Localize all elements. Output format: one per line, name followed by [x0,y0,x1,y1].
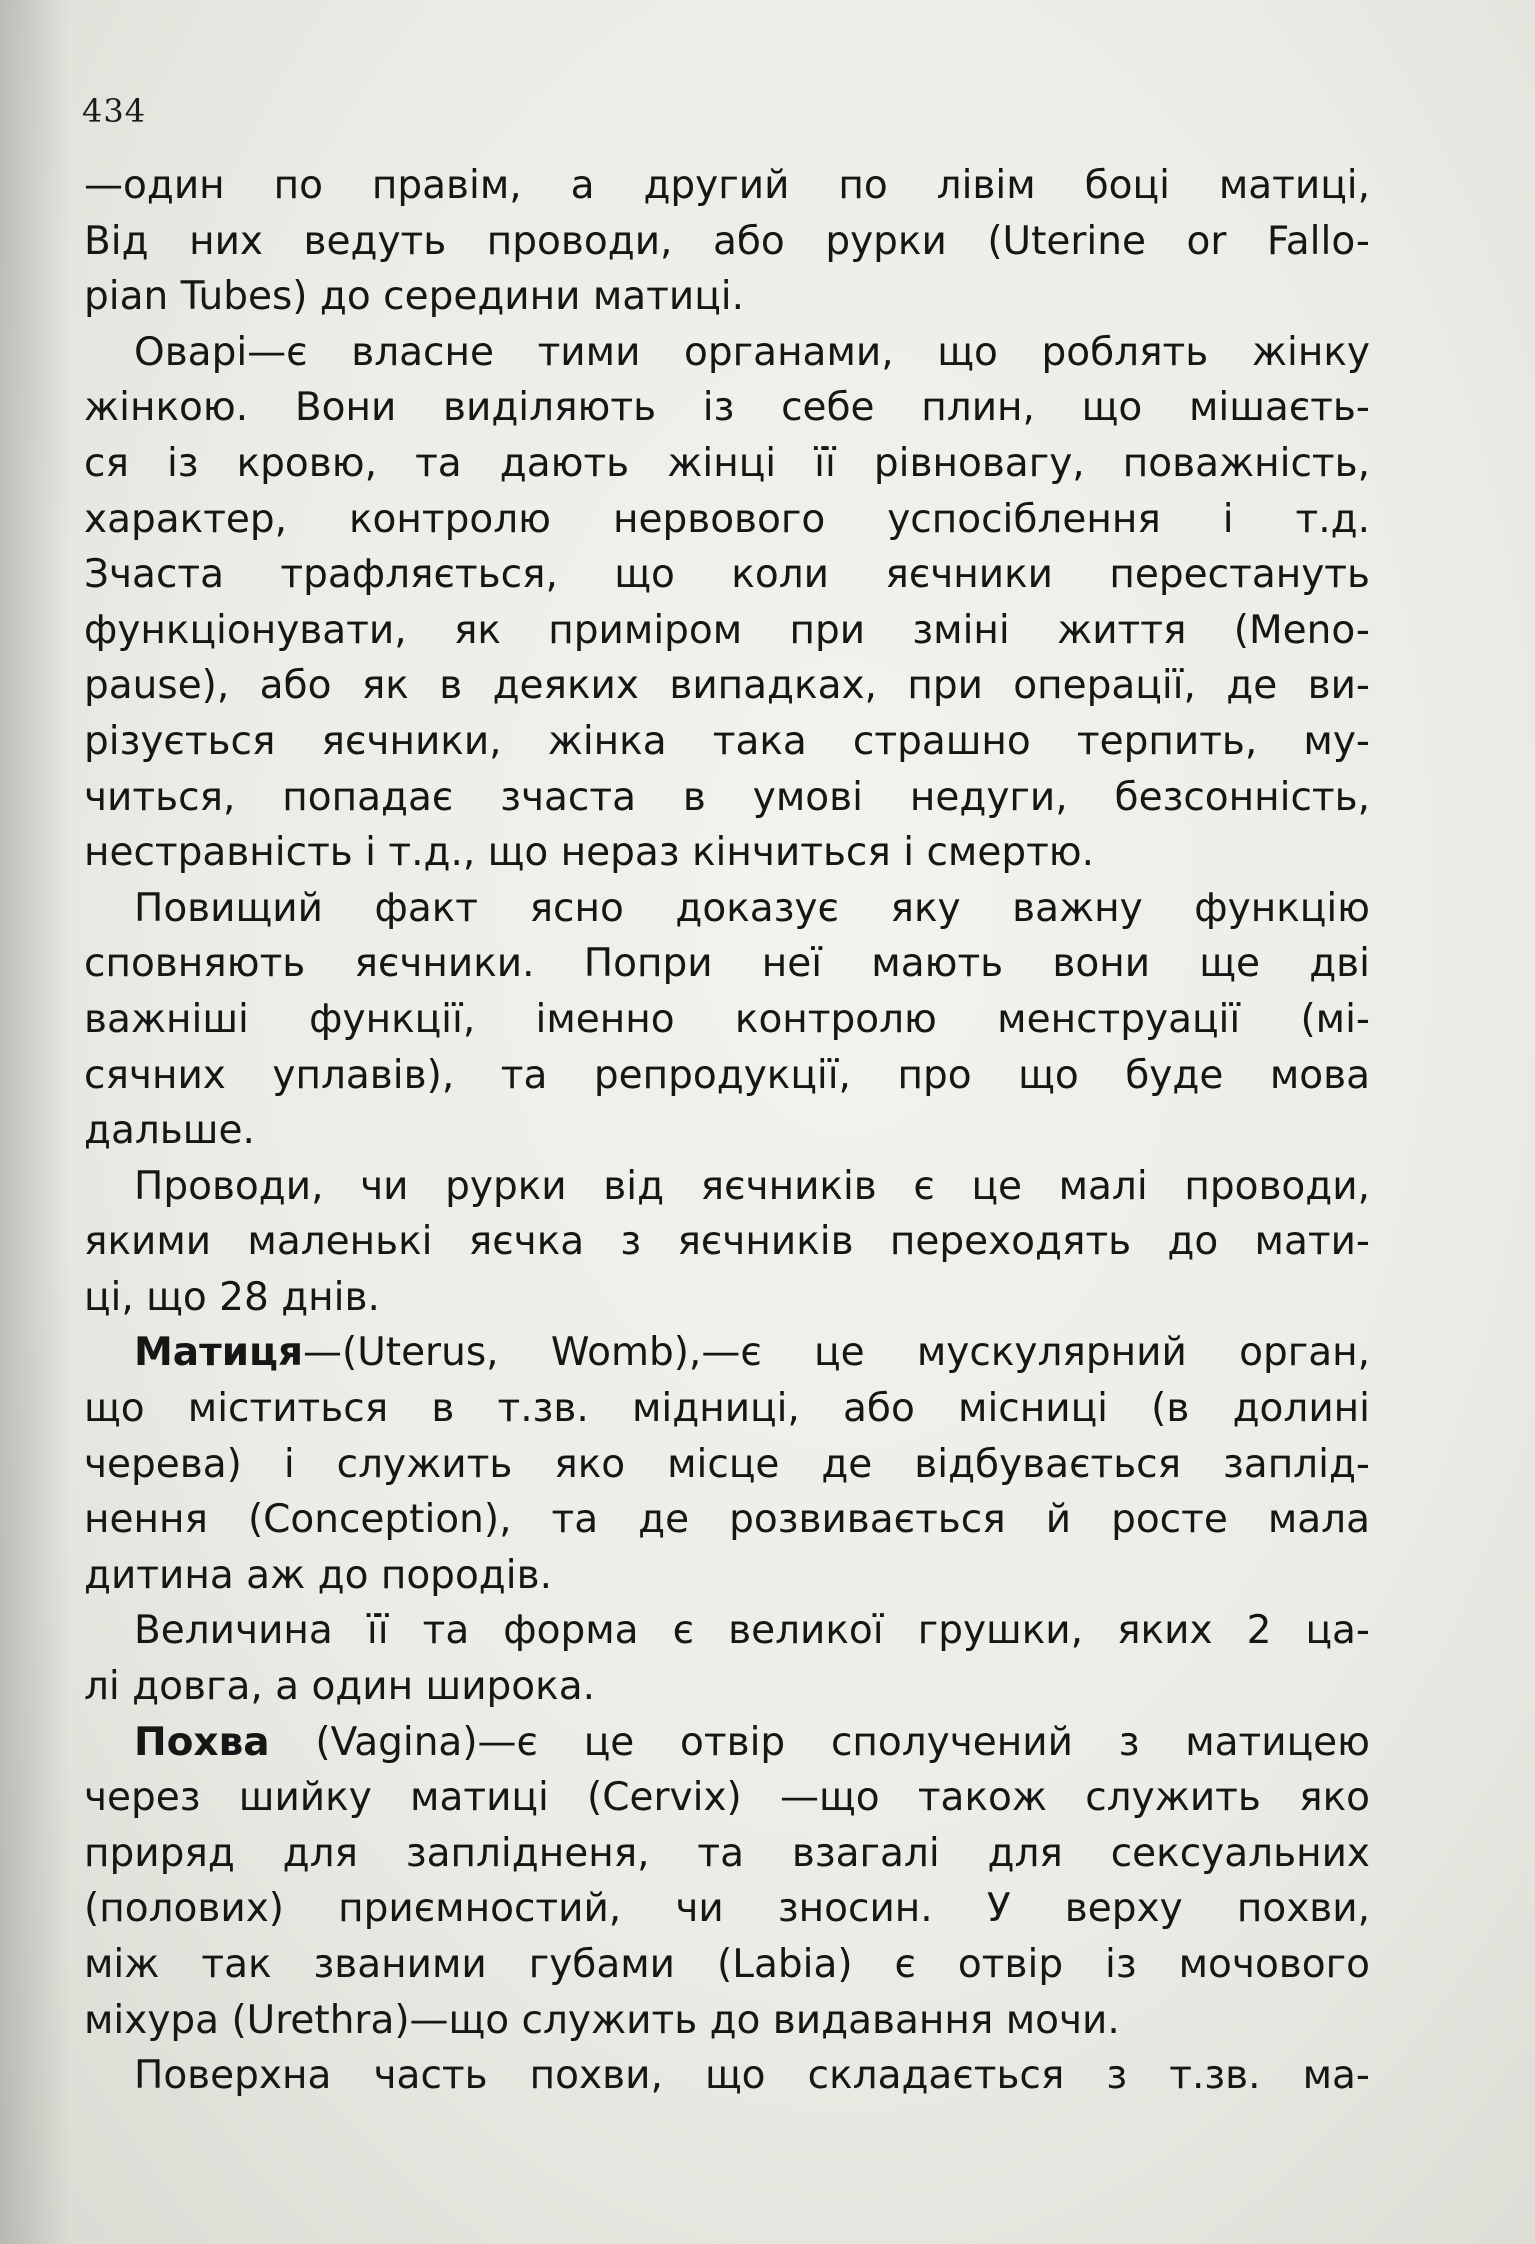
text-line [84,1492,1370,1548]
page-number: 434 [82,92,147,130]
line-text: Зчаста трафляється, що коли яєчники перестануть [84,552,1370,598]
line-text: (Vagina)—є це отвір сполучений з матицею [269,1719,1370,1765]
line-text: сповняють яєчники. Попри неї мають вони ще дві [84,941,1370,987]
text-line [84,825,1370,881]
line-text: через шийку матиці (Cervix) —що також служить яко [84,1775,1370,1821]
text-line [84,1103,1370,1159]
text-line [84,1437,1370,1493]
line-text: сячних уплавів), та репродукції, про що буде мова [84,1052,1370,1098]
line-text: Оварі—є власне тими органами, що роблять жінку [134,329,1370,375]
line-text: характер, контролю нервового успосіблення і т.д. [84,496,1370,542]
line-text: pian Tubes) до середини матиці. [84,274,745,320]
line-text: черева) і служить яко місце де відбувається заплід- [84,1441,1370,1487]
line-text: ся із кровю, та дають жінці її рівновагу, поважність, [84,440,1370,486]
line-text: лі довга, а один широка. [84,1664,596,1710]
text-line [84,1270,1370,1326]
line-text: ці, що 28 днів. [84,1274,380,1320]
text-line [84,1325,1370,1381]
line-text: Від них ведуть проводи, або рурки (Uterine or Fallo- [84,218,1370,264]
text-line [84,770,1370,826]
text-line [84,436,1370,492]
line-text: —(Uterus, Womb),—є це мускулярний орган, [303,1330,1370,1376]
text-line [84,1715,1370,1771]
text-line [84,325,1370,381]
line-text: Проводи, чи рурки від яєчників є це малі проводи, [134,1163,1370,1209]
text-line [84,1993,1370,2049]
line-text: —один по правім, а другий по лівім боці матиці, [84,163,1370,208]
line-text: важніші функції, іменно контролю менструації (мі- [84,996,1370,1042]
term-heading: Похва [134,1719,270,1765]
term-heading: Матиця [134,1330,304,1376]
text-line [84,158,1370,214]
text-line [84,881,1370,937]
line-text: міхура (Urethra)—що служить до видавання мочи. [84,1997,1120,2043]
text-line [84,1881,1370,1937]
text-line [84,1937,1370,1993]
text-line [84,1659,1370,1715]
line-text: що міститься в т.зв. мідниці, або місниці (в долині [84,1386,1370,1432]
text-line [84,992,1370,1048]
text-line [84,2048,1370,2104]
text-line [84,1381,1370,1437]
line-text: якими маленькі яєчка з яєчників переходять до мати- [84,1219,1370,1265]
line-text: жінкою. Вони виділяють із себе плин, що мішаєть- [84,385,1370,431]
text-line [84,1048,1370,1104]
text-line [84,1214,1370,1270]
line-text: читься, попадає зчаста в умові недуги, безсонність, [84,774,1370,820]
text-line [84,714,1370,770]
text-line [84,214,1370,270]
text-line [84,936,1370,992]
text-line [84,603,1370,659]
line-text: між так званими губами (Labia) є отвір із мочового [84,1942,1370,1987]
text-line [84,492,1370,548]
text-line [84,1826,1370,1882]
text-line [84,1548,1370,1604]
text-line [84,380,1370,436]
line-text: нення (Conception), та де розвивається й росте мала [84,1497,1370,1543]
line-text: Величина її та форма є великої грушки, яких 2 ца- [134,1608,1370,1654]
body-text [84,158,1370,2104]
text-line [84,1603,1370,1659]
line-text: (полових) приємностий, чи зносин. У верху похви, [84,1886,1370,1932]
line-text: дальше. [84,1108,255,1154]
line-text: функціонувати, як приміром при зміні життя (Meno- [84,607,1370,653]
text-line [84,1159,1370,1215]
line-text: різується яєчники, жінка така страшно терпить, му- [84,718,1370,764]
text-line [84,658,1370,714]
line-text: дитина аж до породів. [84,1552,552,1598]
text-line [84,1770,1370,1826]
line-text: нестравність і т.д., що нераз кінчиться і смертю. [84,830,1095,876]
binding-shadow [0,0,70,2244]
line-text: приряд для заплідненя, та взагалі для сексуальних [84,1830,1370,1876]
line-text: Повищий факт ясно доказує яку важну функцію [134,885,1370,931]
text-line [84,547,1370,603]
text-line [84,269,1370,325]
line-text: pause), або як в деяких випадках, при операції, де ви- [84,663,1370,709]
line-text: Поверхна часть похви, що складається з т.зв. ма- [134,2053,1370,2099]
